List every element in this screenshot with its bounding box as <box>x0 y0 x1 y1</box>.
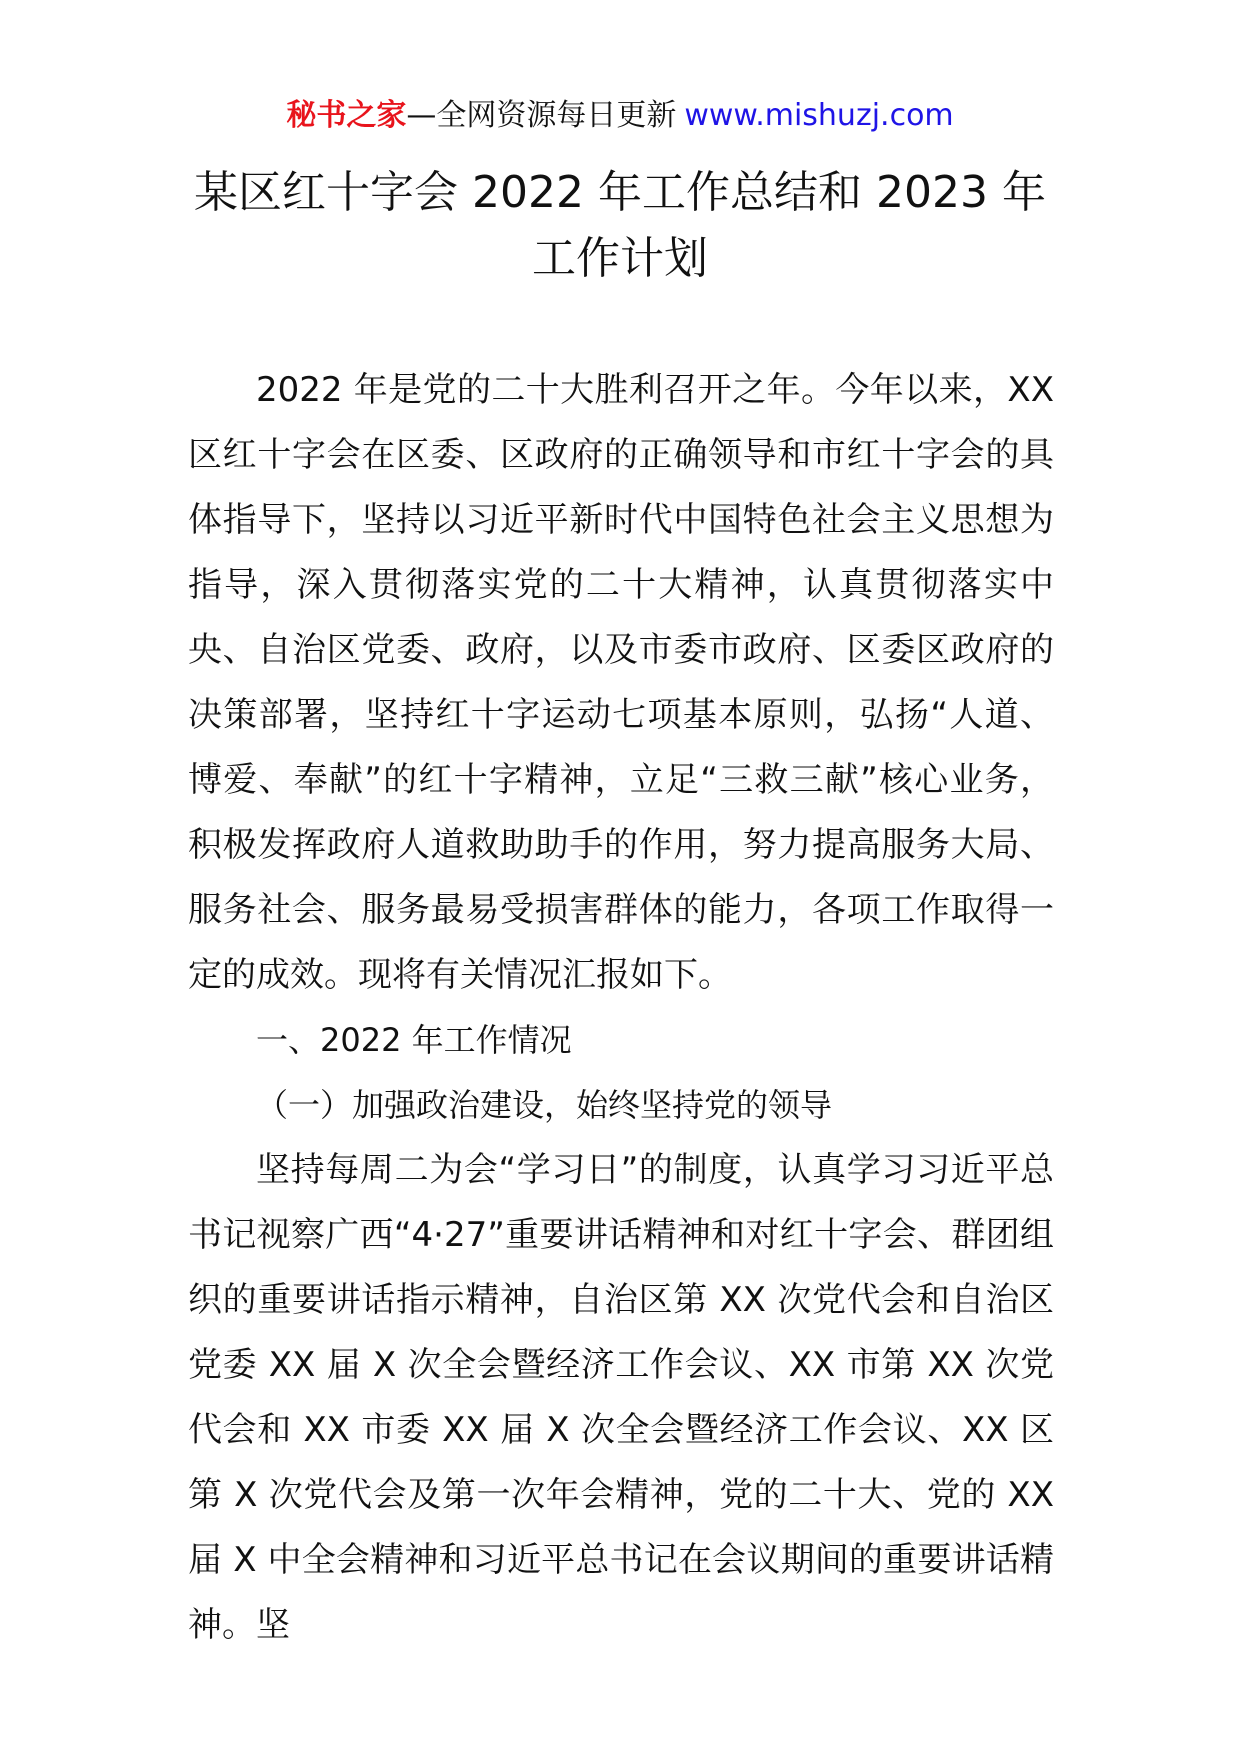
document-body <box>188 358 1054 1658</box>
body-paragraph: 坚持每周二为会“学习日”的制度，认真学习习近平总书记视察广西“4·27”重要讲话精神和对红十字会、群团组织的重要讲话指示精神，自治区第 XX 次党代会和自治区党委 XX 届 X 次全会暨经济工作会议、XX 市第 XX 次党代会和 XX 市委 XX 届 X 次全会暨经济工作会议、XX 区第 X 次党代会及第一次年会精神，党的二十大、党的 XX 届 X 中全会精神和习近平总书记在会议期间的重要讲话精神。坚 <box>188 1150 1054 1645</box>
title-line-1: 某区红十字会 2022 年工作总结和 2023 年 <box>194 167 1046 218</box>
site-watermark-header <box>0 96 1240 136</box>
brand-name: 秘书之家 <box>286 98 407 133</box>
document-title <box>0 160 1240 292</box>
section-heading: 一、2022 年工作情况 <box>256 1021 572 1059</box>
intro-paragraph: 2022 年是党的二十大胜利召开之年。今年以来，XX 区红十字会在区委、区政府的正确领导和市红十字会的具体指导下，坚持以习近平新时代中国特色社会主义思想为指导，深入贯彻落实党的二十大精神，认真贯彻落实中央、自治区党委、政府，以及市委市政府、区委区政府的决策部署，坚持红十字运动七项基本原则，弘扬“人道、博爱、奉献”的红十字精神，立足“三救三献”核心业务，积极发挥政府人道救助助手的作用，努力提高服务大局、服务社会、服务最易受损害群体的能力，各项工作取得一定的成效。现将有关情况汇报如下。 <box>188 370 1054 995</box>
title-line-2: 工作计划 <box>532 233 708 284</box>
subsection-heading: （一）加强政治建设，始终坚持党的领导 <box>256 1086 833 1124</box>
brand-tagline: —全网资源每日更新 <box>406 98 677 133</box>
site-url-link[interactable]: www.mishuzj.com <box>684 98 954 133</box>
